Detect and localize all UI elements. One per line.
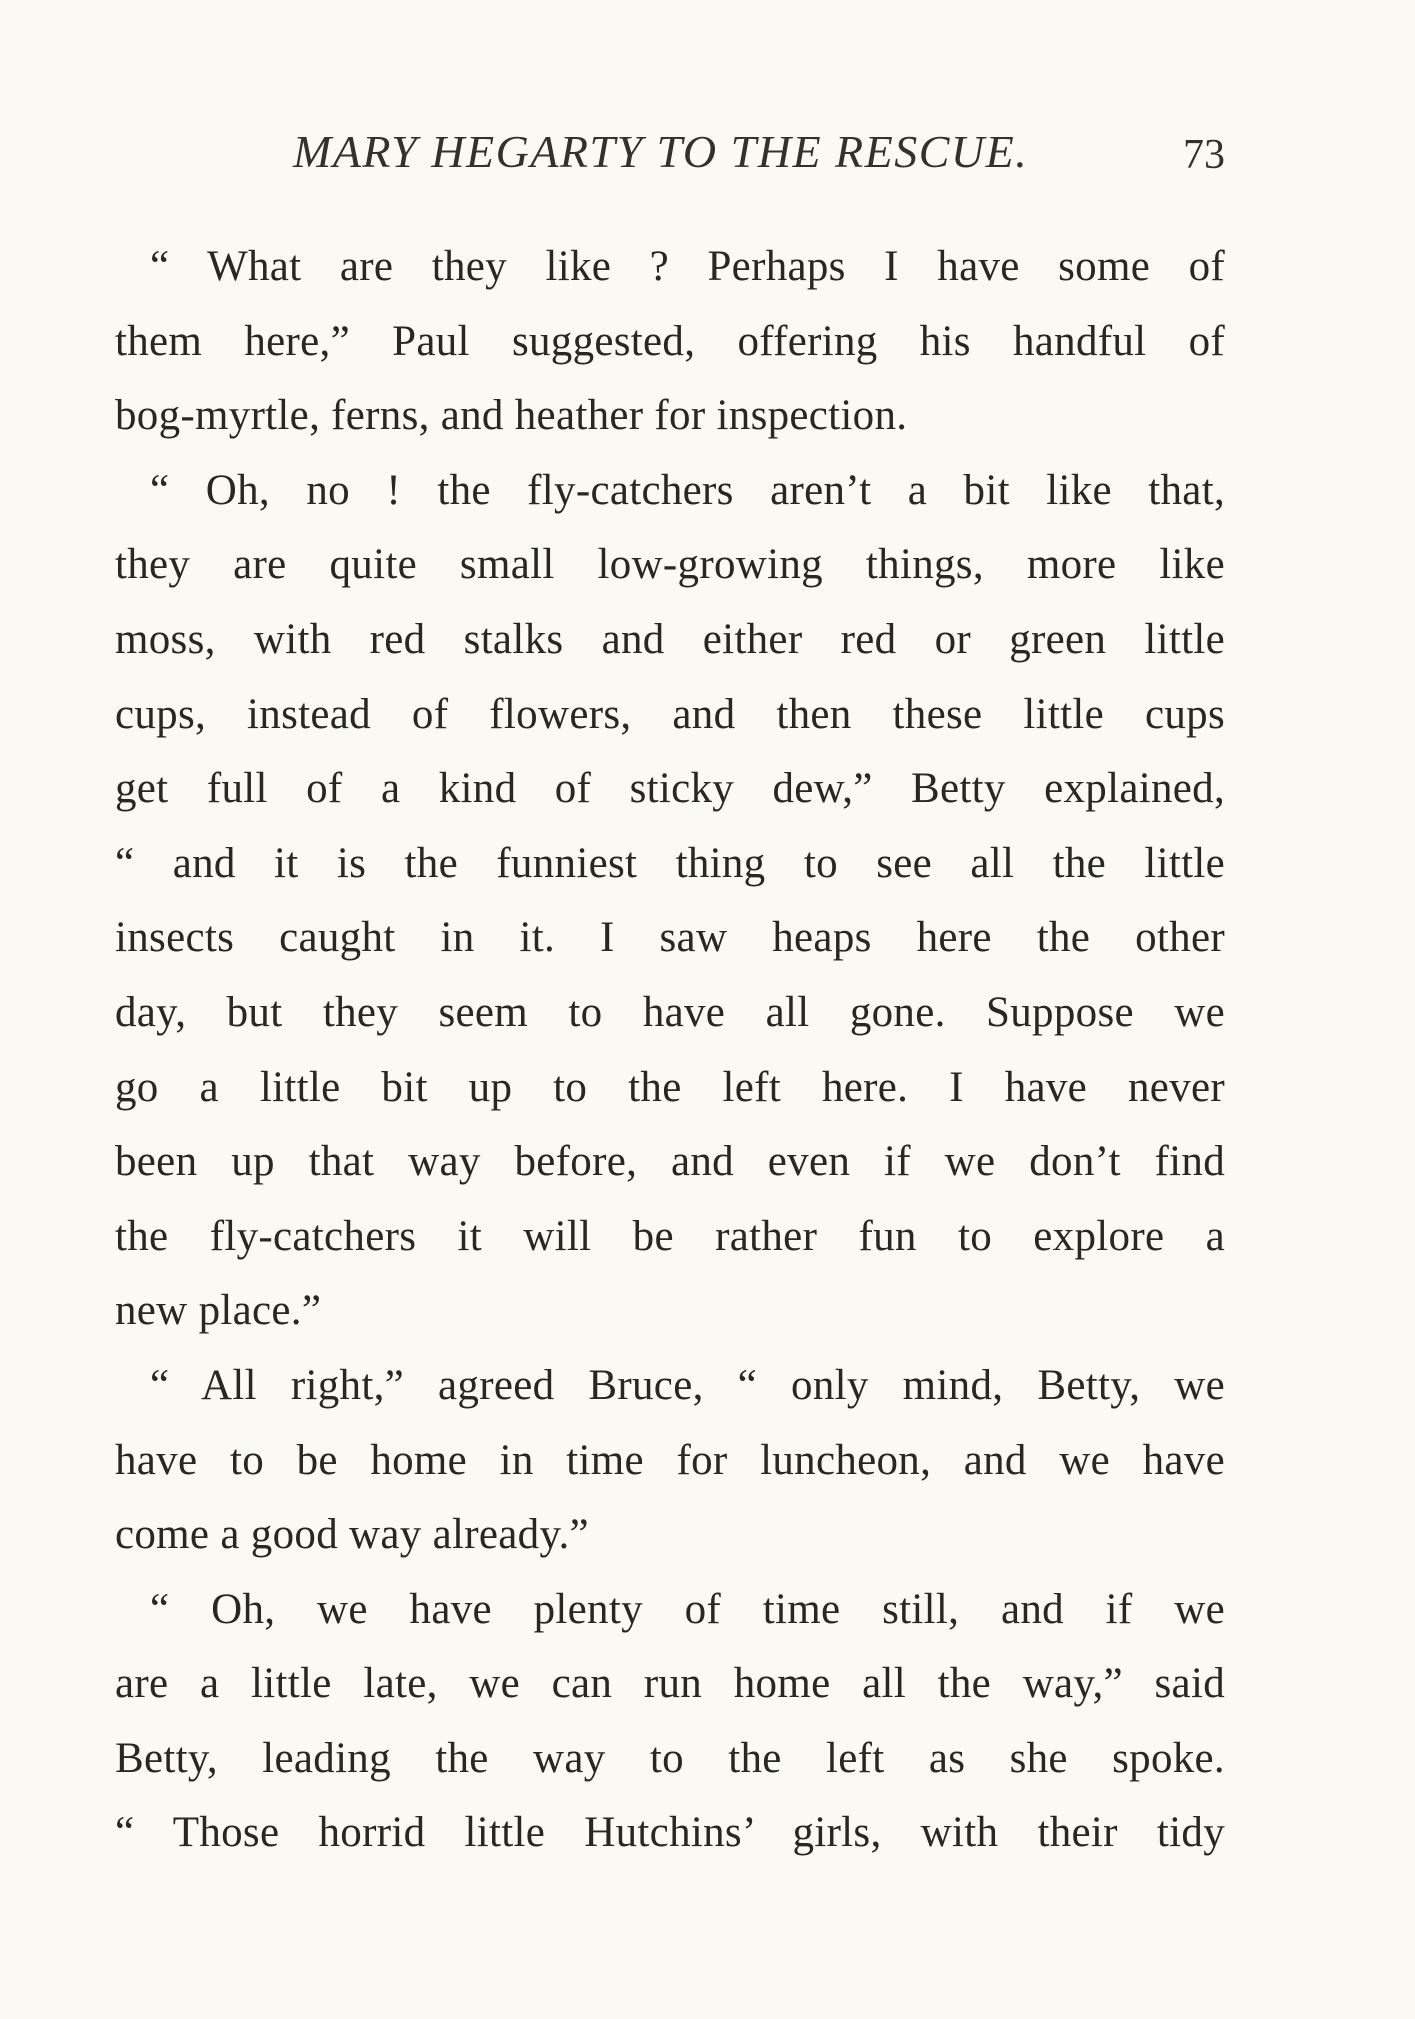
text-line: bog-myrtle, ferns, and heather for inspection. [115, 392, 908, 440]
text-line: Betty, leading the way to the left as she spoke. [115, 1734, 1225, 1782]
text-line: day, but they seem to have all gone. Suppose we [115, 988, 1225, 1036]
text-line: “ What are they like ? Perhaps I have some of [150, 243, 1225, 290]
text-line: “ Oh, we have plenty of time still, and if we [150, 1585, 1225, 1633]
body-text [115, 230, 1225, 1871]
text-line: moss, with red stalks and either red or green little [115, 615, 1225, 663]
text-line: have to be home in time for luncheon, and we have [115, 1436, 1225, 1484]
running-head [115, 125, 1225, 185]
text-line: been up that way before, and even if we don’t find [115, 1138, 1225, 1186]
text-line: them here,” Paul suggested, offering his handful of [115, 317, 1225, 365]
text-line: come a good way already.” [115, 1511, 589, 1559]
text-line: “ Those horrid little Hutchins’ girls, with their tidy [115, 1809, 1225, 1857]
text-line: new place.” [115, 1287, 322, 1335]
text-line: “ Oh, no ! the fly-catchers aren’t a bit like that, [150, 466, 1225, 514]
text-line: cups, instead of flowers, and then these little cups [115, 690, 1225, 738]
text-line: the fly-catchers it will be rather fun to explore a [115, 1212, 1225, 1260]
text-line: “ All right,” agreed Bruce, “ only mind, Betty, we [150, 1361, 1225, 1409]
running-title: MARY HEGARTY TO THE RESCUE. [293, 126, 1029, 177]
text-line: go a little bit up to the left here. I have never [115, 1063, 1225, 1111]
text-line: are a little late, we can run home all the way,” said [115, 1660, 1225, 1708]
text-line: “ and it is the funniest thing to see all the little [115, 839, 1225, 887]
text-line: they are quite small low-growing things, more like [115, 541, 1225, 589]
page-number: 73 [1183, 132, 1225, 178]
text-line: get full of a kind of sticky dew,” Betty explained, [115, 765, 1225, 813]
text-line: insects caught in it. I saw heaps here the other [115, 914, 1225, 962]
